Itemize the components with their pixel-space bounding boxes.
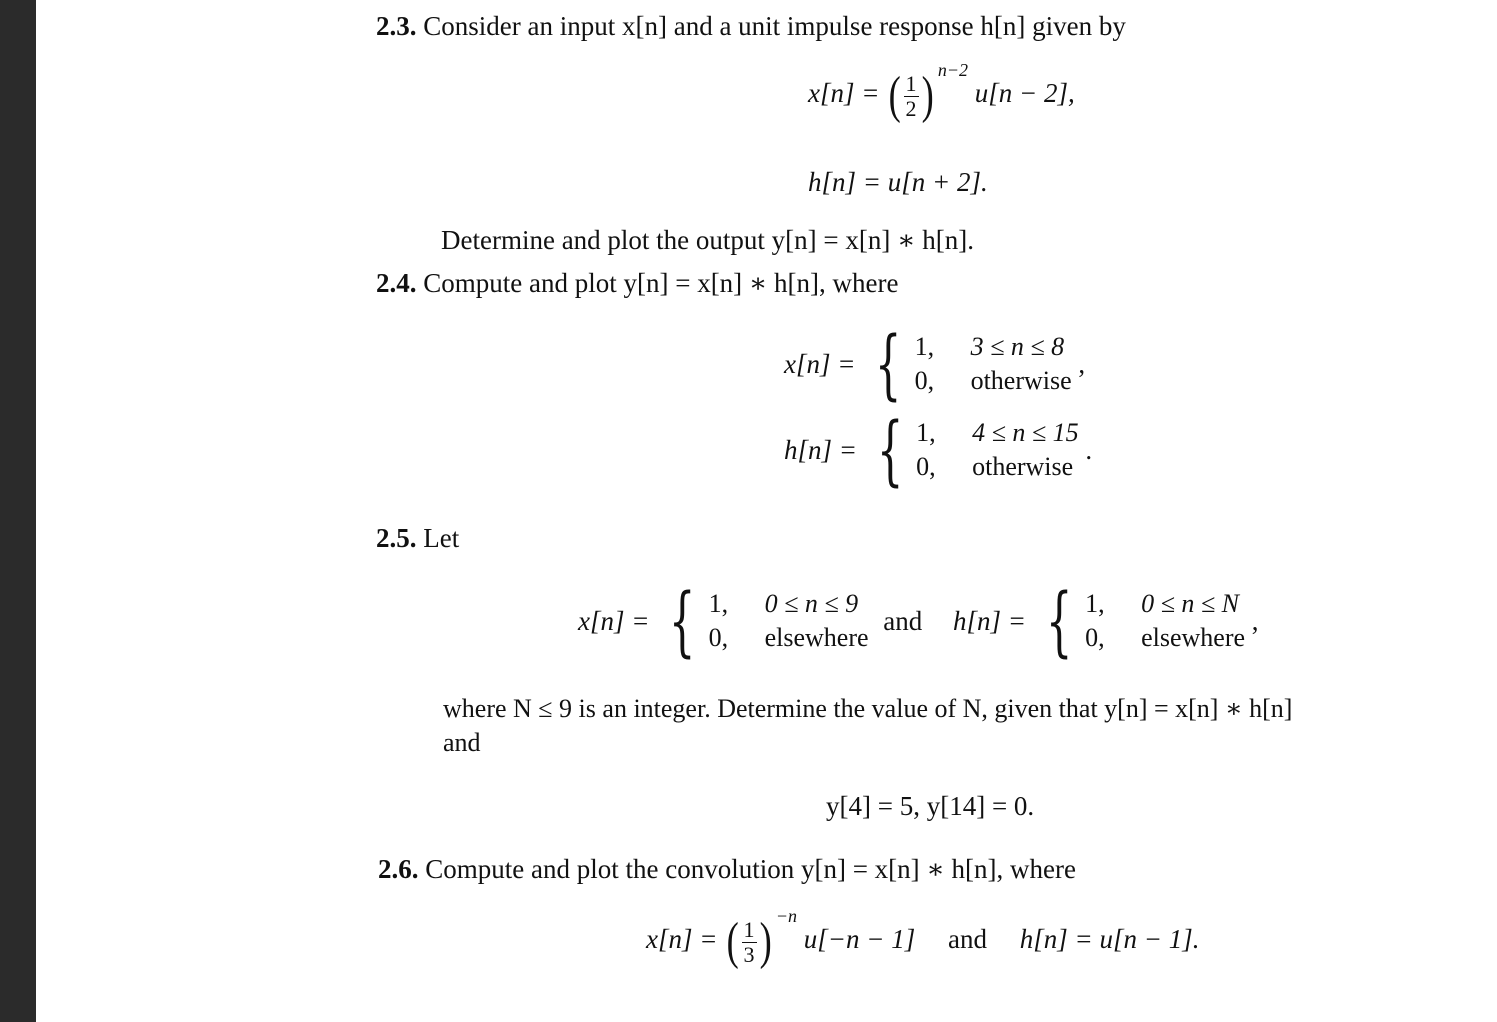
trailing-punct: , [1251,606,1259,636]
case-value: 0, [916,452,936,481]
equation-h-2-3: h[n] = u[n + 2]. [808,167,988,197]
case-condition: elsewhere [1141,623,1246,652]
piecewise: { 1, 3 ≤ n ≤ 8 0, otherwise [875,319,1072,408]
case-value: 0, [914,366,935,395]
problem-2-5-condition: y[4] = 5, y[14] = 0. [826,791,1035,821]
fraction-denominator: 2 [905,95,917,121]
problem-intro: Consider an input x[n] and a unit impulse response h[n] given by [423,11,1126,41]
and-word: and [948,924,987,955]
problem-2-5-header [376,522,459,554]
trailing-punct: . [1085,435,1093,465]
equation-x-2-4 [784,319,1086,408]
exponent: −n [775,906,798,927]
equation-x-2-3 [808,60,1075,124]
trailing-punct: , [1078,349,1086,379]
piecewise: { 1, 0 ≤ n ≤ N 0, elsewhere [1045,576,1246,665]
document-page [36,0,1497,1022]
problem-number: 2.3. [376,11,417,41]
equation-h: h[n] = u[n − 1]. [1019,924,1200,955]
case-condition: 0 ≤ n ≤ 9 [764,589,859,618]
problem-intro: Compute and plot the convolution y[n] = x[n] ∗ h[n], where [425,854,1076,884]
problem-2-4-header [376,267,898,299]
case-value: 0, [708,623,729,652]
equation-h-2-4 [784,405,1093,494]
case-value: 0, [1085,623,1105,652]
equation-lhs: x[n] = [784,349,856,379]
piecewise: { 1, 0 ≤ n ≤ 9 0, elsewhere [669,576,869,665]
fraction-power: ( $\frac{1}{2}$ ) [888,67,934,124]
problem-2-3-header [376,10,1126,42]
problem-2-6-header [378,853,1076,885]
problem-2-3-task: Determine and plot the output y[n] = x[n] ∗ h[n]. [441,225,974,255]
and-word: and [883,606,923,636]
equation-rhs: u[n − 2], [974,78,1075,109]
case-value: 1, [914,332,935,361]
equation-rhs: u[−n − 1] [803,924,916,955]
equation-lhs: x[n] = [646,924,718,955]
case-condition: elsewhere [764,623,869,652]
case-condition: otherwise [970,366,1072,395]
case-value: 1, [916,418,936,447]
equation-lhs: h[n] = [784,435,857,465]
fraction-numerator: 1 [905,70,917,96]
problem-number: 2.4. [376,268,417,298]
case-value: 1, [708,589,729,618]
problem-number: 2.5. [376,523,417,553]
equation-lhs: h[n] = [953,606,1026,636]
equation-x-h-2-5 [578,576,1259,665]
fraction-power: ( $\frac{1}{3}$ ) [726,913,772,970]
problem-intro: Compute and plot y[n] = x[n] ∗ h[n], where [423,268,899,298]
case-condition: 4 ≤ n ≤ 15 [972,418,1079,447]
fraction-numerator: 1 [743,916,755,942]
problem-2-5-body-line2: and [443,728,481,757]
case-value: 1, [1085,589,1105,618]
case-condition: otherwise [972,452,1074,481]
case-condition: 3 ≤ n ≤ 8 [970,332,1065,361]
problem-intro: Let [423,523,460,553]
case-condition: 0 ≤ n ≤ N [1141,589,1239,618]
equation-lhs: x[n] = [808,78,880,109]
fraction-denominator: 3 [743,941,755,967]
left-dark-margin [0,0,36,1022]
problem-number: 2.6. [378,854,419,884]
equation-lhs: x[n] = [578,606,650,636]
equation-2-6 [646,906,1200,970]
problem-2-5-body-line1: where N ≤ 9 is an integer. Determine the value of N, given that y[n] = x[n] ∗ h[n] [443,694,1293,723]
piecewise: { 1, 4 ≤ n ≤ 15 0, otherwise [876,405,1079,494]
exponent: n−2 [937,60,969,81]
